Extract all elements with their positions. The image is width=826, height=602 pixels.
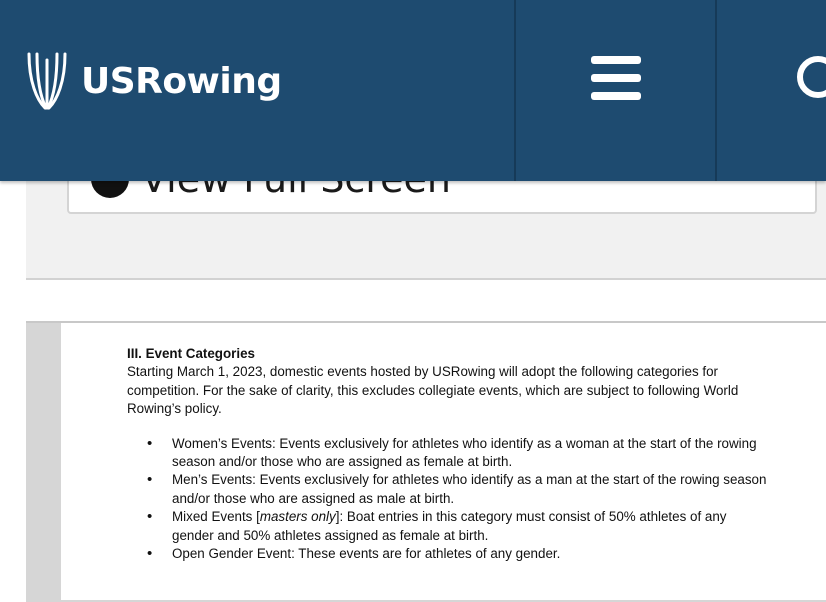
list-item: • Men’s Events: Events exclusively for athletes who identify as a man at the start of the rowing season and/or those who are assigned as male at birth. xyxy=(127,471,767,508)
section-paragraph: Starting March 1, 2023, domestic events hosted by USRowing will adopt the following categories for competition. For the sake of clarity, this excludes collegiate events, which are subject to following World Rowing’s policy. xyxy=(127,364,739,417)
hamburger-menu-icon xyxy=(591,56,641,100)
list-item-prefix: Mixed Events [ xyxy=(172,509,260,525)
site-header xyxy=(0,0,826,181)
list-item-suffix: ]: Boat entries in this category must consist of 50% athletes of any gender and 50% athletes assigned as female at birth. xyxy=(172,509,727,543)
list-item: • Open Gender Event: These events are for athletes of any gender. xyxy=(127,545,767,563)
document-content xyxy=(127,345,767,563)
brand-name: USRowing xyxy=(81,60,282,102)
document-page xyxy=(61,323,826,600)
category-list xyxy=(127,435,767,564)
list-item-emphasis: masters only xyxy=(259,509,336,525)
site-logo[interactable] xyxy=(25,52,282,110)
usrowing-oars-logo-icon xyxy=(25,52,69,110)
menu-button[interactable] xyxy=(516,0,715,181)
search-icon xyxy=(797,56,826,98)
section-heading: III. Event Categories xyxy=(127,346,255,361)
search-button[interactable] xyxy=(717,0,826,181)
list-item: • Women’s Events: Events exclusively for athletes who identify as a woman at the start of the rowing season and/or those who are assigned as female at birth. xyxy=(127,435,767,472)
list-item xyxy=(127,508,767,545)
